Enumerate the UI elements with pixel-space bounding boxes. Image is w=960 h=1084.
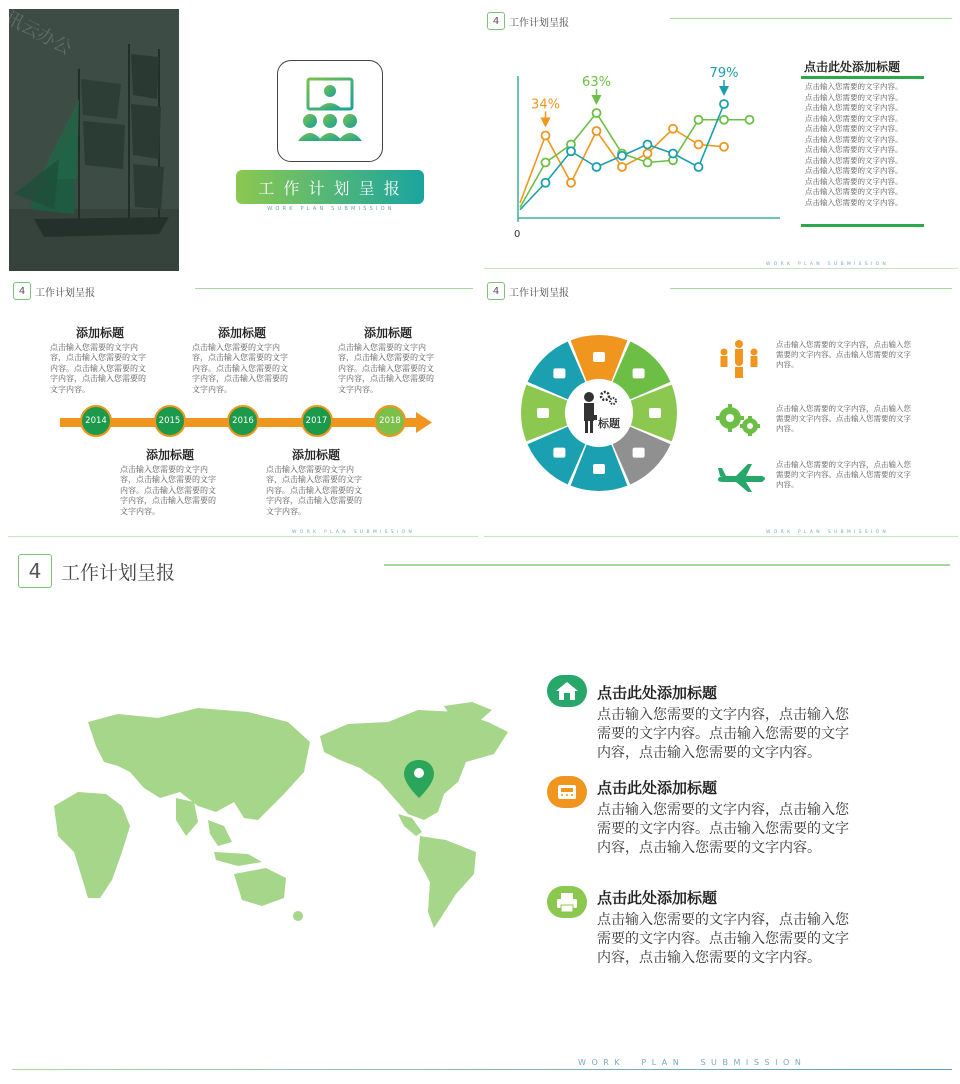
team-icon xyxy=(593,464,605,474)
cycle-ring xyxy=(520,334,678,492)
item-paragraph xyxy=(597,706,887,763)
side-text xyxy=(805,82,935,208)
timeline-block-text: 点击输入您需要的文字内容，点击输入您需要的文字内容。点击输入您需要的文字内容，点击输入您需要的文字内容。 xyxy=(192,343,288,394)
section-title: 工作计划呈报 xyxy=(61,562,176,584)
timeline-year-label: 2018 xyxy=(379,416,401,426)
side-title: 点击此处添加标题 xyxy=(804,60,901,74)
section-number: 4 xyxy=(18,285,26,297)
bar-chart-icon xyxy=(633,368,645,378)
timeline-block-title: 添加标题 xyxy=(217,326,266,340)
data-point xyxy=(644,150,652,158)
data-point xyxy=(542,159,550,167)
item-line: 内容，点击输入您需要的文字内容。 xyxy=(597,950,821,966)
item-text: 点击输入您需要的文字内容，点击输入您需要的文字内容。点击输入您需要的文字内容。 xyxy=(776,404,911,434)
side-text-line: 点击输入您需要的文字内容。 xyxy=(805,82,903,91)
timeline-year-label: 2016 xyxy=(232,416,254,426)
data-point xyxy=(593,163,601,171)
slide-cover xyxy=(0,0,478,272)
airplane-icon xyxy=(714,460,770,496)
arrows-icon xyxy=(649,408,661,418)
side-text-line: 点击输入您需要的文字内容。 xyxy=(805,124,903,133)
people-icon xyxy=(593,352,605,362)
timeline-block xyxy=(120,446,220,517)
section-number-box xyxy=(13,282,31,300)
callout-marker xyxy=(541,118,551,128)
timeline-block-text: 点击输入您需要的文字内容，点击输入您需要的文字内容。点击输入您需要的文字内容，点击输入您需要的文字内容。 xyxy=(120,465,216,516)
data-point xyxy=(618,163,626,171)
data-point xyxy=(720,116,728,124)
side-text-line: 点击输入您需要的文字内容。 xyxy=(805,187,903,196)
cover-photo xyxy=(1,7,179,271)
slide-timeline xyxy=(0,276,478,538)
data-point xyxy=(567,147,575,155)
timeline-year-label: 2017 xyxy=(305,416,328,426)
side-bottom-rule xyxy=(801,224,924,227)
side-text-line: 点击输入您需要的文字内容。 xyxy=(805,103,903,112)
item-line: 需要的文字内容。点击输入您需要的文字 xyxy=(597,726,849,742)
item-line: 点击输入您需要的文字内容，点击输入您 xyxy=(597,802,849,818)
footer-rule xyxy=(8,536,478,537)
data-point xyxy=(567,179,575,187)
data-point xyxy=(695,163,703,171)
printer-icon xyxy=(547,886,587,918)
callout-marker xyxy=(719,86,729,96)
callout-label: 79% xyxy=(709,66,739,81)
item-text: 点击输入您需要的文字内容，点击输入您需要的文字内容。点击输入您需要的文字内容。 xyxy=(776,460,911,490)
airplane-icon xyxy=(633,448,645,458)
gears-icon xyxy=(537,408,549,418)
data-point xyxy=(695,116,703,124)
section-title: 工作计划呈报 xyxy=(509,18,569,29)
timeline-block-text: 点击输入您需要的文字内容，点击输入您需要的文字内容。点击输入您需要的文字内容，点击输入您需要的文字内容。 xyxy=(338,343,434,394)
printer-icon-badge xyxy=(547,886,587,918)
timeline-year-node xyxy=(154,405,186,437)
people-icon xyxy=(714,338,764,378)
data-point xyxy=(542,179,550,187)
section-number: 4 xyxy=(28,559,42,583)
side-text-line: 点击输入您需要的文字内容。 xyxy=(805,134,903,144)
meeting-presenter-icon xyxy=(278,61,382,161)
section-title: 工作计划呈报 xyxy=(509,288,569,299)
callout-marker xyxy=(592,95,602,105)
item-line: 需要的文字内容。点击输入您需要的文字 xyxy=(597,821,849,837)
header-rule xyxy=(195,288,473,289)
data-point xyxy=(669,150,677,158)
cover-title: 工 作 计 划 呈 报 xyxy=(258,178,402,198)
slide-cycle-diagram xyxy=(482,276,960,538)
timeline-block xyxy=(192,324,292,395)
side-text-line: 点击输入您需要的文字内容。 xyxy=(805,155,903,165)
footer-text: W O R K P L A N S U B M I S S I O N xyxy=(578,1058,803,1067)
side-text-line: 点击输入您需要的文字内容。 xyxy=(805,113,903,123)
callout-label: 63% xyxy=(582,75,611,90)
timeline-year-node xyxy=(80,405,112,437)
bank-icon xyxy=(553,368,565,378)
cover-subtitle: WORK PLAN SUBMISSION xyxy=(267,206,395,212)
world-map xyxy=(48,702,510,934)
timeline-block-title: 添加标题 xyxy=(363,326,412,340)
data-point xyxy=(695,141,703,149)
timeline-block-text: 点击输入您需要的文字内容，点击输入您需要的文字内容。点击输入您需要的文字内容，点击输入您需要的文字内容。 xyxy=(266,465,362,516)
timeline-block-title: 添加标题 xyxy=(75,326,124,340)
timeline-block xyxy=(338,324,438,395)
item-title: 点击此处添加标题 xyxy=(597,779,718,797)
phone-icon xyxy=(547,776,587,808)
data-point xyxy=(720,100,728,108)
cycle-center-label: 标题 xyxy=(598,417,620,430)
home-icon xyxy=(547,675,587,707)
side-text-line: 点击输入您需要的文字内容。 xyxy=(805,145,903,154)
timeline-year-label: 2015 xyxy=(158,416,181,426)
side-text-line: 点击输入您需要的文字内容。 xyxy=(805,176,903,186)
timeline-year-label: 2014 xyxy=(85,416,107,426)
section-number: 4 xyxy=(492,285,500,297)
timeline-block-text: 点击输入您需要的文字内容，点击输入您需要的文字内容。点击输入您需要的文字内容，点击输入您需要的文字内容。 xyxy=(50,343,146,394)
item-line: 内容，点击输入您需要的文字内容。 xyxy=(597,840,821,856)
slide-world-map xyxy=(0,542,960,1084)
slide-line-chart xyxy=(482,0,960,272)
item-text: 点击输入您需要的文字内容，点击输入您需要的文字内容。点击输入您需要的文字内容。 xyxy=(776,340,911,370)
data-point xyxy=(593,109,601,117)
briefcase-icon xyxy=(553,448,565,458)
side-text-line: 点击输入您需要的文字内容。 xyxy=(805,197,903,207)
cover-title-bar xyxy=(236,170,424,204)
data-point xyxy=(720,143,728,151)
sailing-ship-image xyxy=(9,9,179,271)
timeline-block xyxy=(266,446,366,517)
section-number-box xyxy=(18,554,52,588)
data-point xyxy=(669,125,677,133)
data-point xyxy=(542,132,550,140)
data-point xyxy=(746,116,754,124)
phone-icon-badge xyxy=(547,776,587,808)
timeline-block-title: 添加标题 xyxy=(291,448,340,462)
header-rule xyxy=(384,564,950,566)
footer-rule xyxy=(484,268,958,269)
item-line: 内容，点击输入您需要的文字内容。 xyxy=(597,745,821,761)
side-text-line: 点击输入您需要的文字内容。 xyxy=(805,166,903,175)
data-point xyxy=(644,159,652,167)
timeline-year-node xyxy=(374,405,406,437)
timeline-year-node xyxy=(301,405,333,437)
header-rule xyxy=(670,288,952,289)
timeline-year-node xyxy=(227,405,259,437)
section-title: 工作计划呈报 xyxy=(35,288,95,299)
item-title: 点击此处添加标题 xyxy=(597,889,718,907)
item-line: 需要的文字内容。点击输入您需要的文字 xyxy=(597,931,849,947)
footer-text: WORK PLAN SUBMISSION xyxy=(292,530,416,535)
footer-rule xyxy=(484,536,958,537)
item-title: 点击此处添加标题 xyxy=(597,684,718,702)
data-point xyxy=(644,141,652,149)
footer-text: WORK PLAN SUBMISSION xyxy=(766,262,890,267)
item-line: 点击输入您需要的文字内容，点击输入您 xyxy=(597,707,849,723)
watermark-text: 讯云办公 xyxy=(1,7,76,60)
presenter-icon-frame xyxy=(277,60,383,162)
timeline-block xyxy=(50,324,150,395)
timeline-block-title: 添加标题 xyxy=(145,448,194,462)
gears-icon xyxy=(714,402,764,438)
line-chart xyxy=(510,66,786,242)
item-paragraph xyxy=(597,801,887,858)
header-rule xyxy=(670,18,952,19)
item-line: 点击输入您需要的文字内容，点击输入您 xyxy=(597,912,849,928)
data-point xyxy=(618,152,626,160)
footer-text: WORK PLAN SUBMISSION xyxy=(766,530,890,535)
section-number-box xyxy=(487,282,505,300)
home-icon-badge xyxy=(547,675,587,707)
footer-rule xyxy=(12,1069,952,1070)
section-number-box xyxy=(487,12,505,30)
data-point xyxy=(593,127,601,135)
side-text-line: 点击输入您需要的文字内容。 xyxy=(805,92,903,102)
chart-origin-label: 0 xyxy=(514,229,521,240)
item-paragraph xyxy=(597,911,887,968)
side-top-rule xyxy=(801,76,924,79)
section-number: 4 xyxy=(492,15,500,27)
callout-label: 34% xyxy=(531,97,560,113)
